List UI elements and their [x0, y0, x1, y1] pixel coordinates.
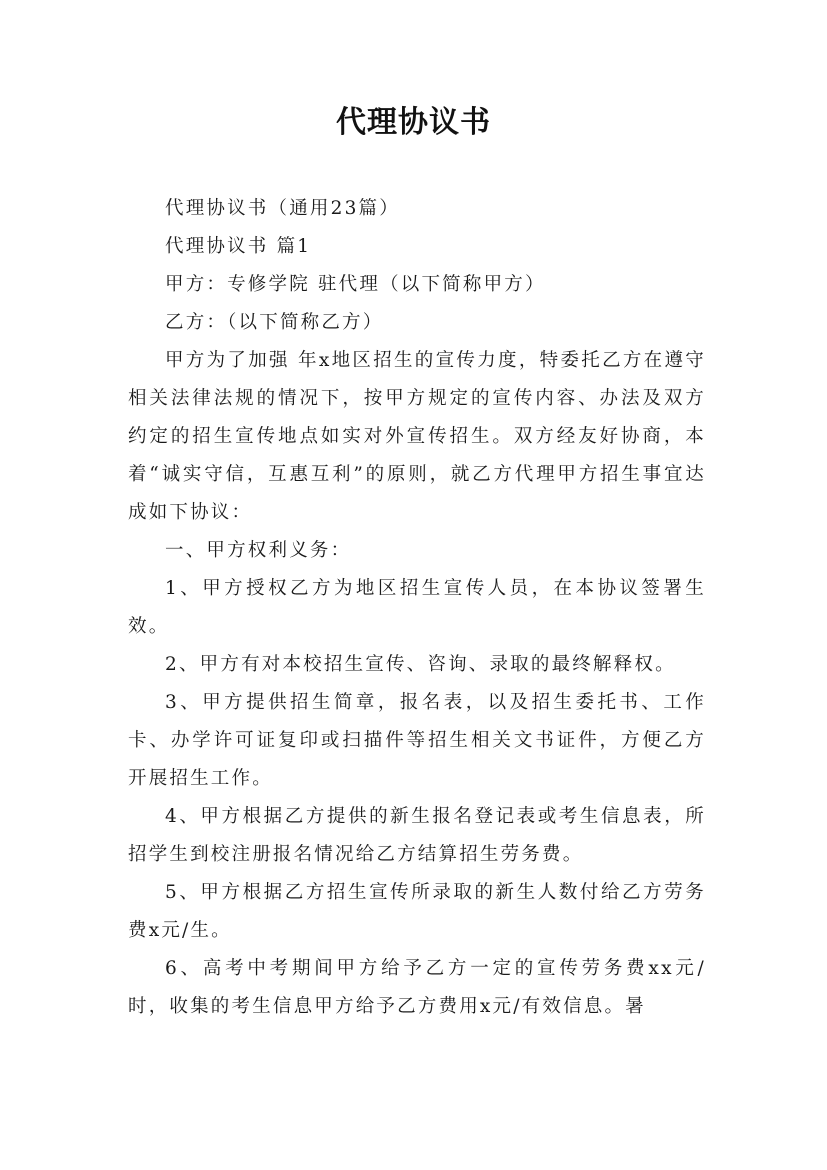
document-body	[128, 190, 706, 1026]
paragraph-clause-2: 2、甲方有对本校招生宣传、咨询、录取的最终解释权。	[165, 654, 676, 675]
paragraph-clause-6: 6、高考中考期间甲方给予乙方一定的宣传劳务费xx元/时，收集的考生信息甲方给予乙方费用x元/有效信息。暑	[128, 958, 706, 1017]
paragraph-party-b: 乙方：（以下简称乙方）	[165, 312, 384, 333]
paragraph-preamble: 甲方为了加强 年x地区招生的宣传力度，特委托乙方在遵守相关法律法规的情况下，按甲方规定的宣传内容、办法及双方约定的招生宣传地点如实对外宣传招生。双方经友好协商，本着“诚实守信，互惠互利”的原则，就乙方代理甲方招生事宜达成如下协议：	[128, 350, 706, 523]
paragraph-clause-5: 5、甲方根据乙方招生宣传所录取的新生人数付给乙方劳务费x元/生。	[128, 882, 706, 941]
paragraph-clause-3: 3、甲方提供招生简章，报名表，以及招生委托书、工作卡、办学许可证复印或扫描件等招生相关文书证件，方便乙方开展招生工作。	[128, 692, 706, 789]
paragraph-clause-1: 1、甲方授权乙方为地区招生宣传人员，在本协议签署生效。	[128, 578, 706, 637]
document-title: 代理协议书	[336, 105, 491, 140]
paragraph-clause-4: 4、甲方根据乙方提供的新生报名登记表或考生信息表，所招学生到校注册报名情况给乙方结算招生劳务费。	[128, 806, 706, 865]
paragraph-clause-heading: 一、甲方权利义务：	[165, 540, 352, 561]
paragraph-section-heading: 代理协议书 篇1	[165, 236, 312, 257]
paragraph-party-a: 甲方：专修学院 驻代理（以下简称甲方）	[165, 274, 546, 295]
paragraph-subtitle: 代理协议书（通用23篇）	[165, 198, 400, 219]
